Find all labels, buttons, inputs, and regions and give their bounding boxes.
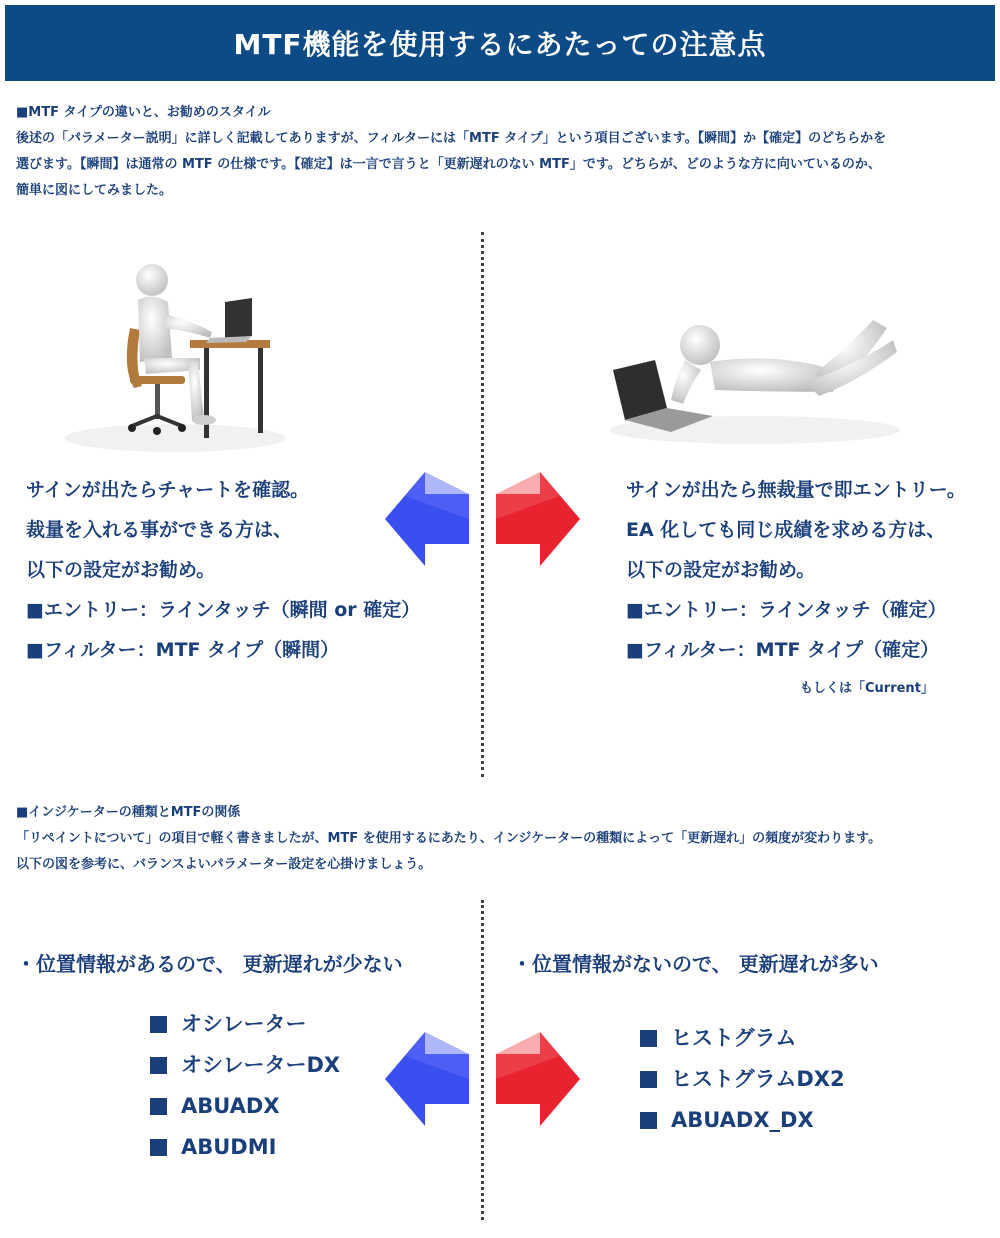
title-bar [5, 5, 995, 81]
list-item-label: ヒストグラムDX2 [671, 1067, 845, 1091]
right-panel-line: 以下の設定がお勧め。 [626, 559, 816, 581]
right-arrow-icon [496, 472, 580, 566]
section2-line: 「リペイントについて」の項目で軽く書きましたが、MTF を使用するにあたり、インジケーターの種類によって「更新遅れ」の頻度が変わります。 [16, 831, 882, 846]
bottom-left-list [150, 1004, 340, 1168]
section1-line: 選びます。【瞬間】は通常の MTF の仕様です。【確定】は一言で言うと「更新遅れのない MTF」です。どちらが、どのような方に向いているのか、 [16, 157, 881, 172]
right-panel-line: EA 化しても同じ成績を求める方は、 [626, 519, 946, 541]
section2-line: 以下の図を参考に、バランスよいパラメーター設定を心掛けましょう。 [16, 857, 432, 872]
square-bullet-icon [640, 1112, 657, 1129]
list-item [150, 1004, 340, 1045]
bottom-right-heading: ・位置情報がないので、 更新遅れが多い [512, 952, 879, 976]
list-item-label: ABUADX [181, 1094, 280, 1118]
right-panel-note: もしくは「Current」 [800, 681, 934, 696]
list-item [640, 1059, 845, 1100]
left-panel [26, 470, 420, 670]
section1-line: 簡単に図にしてみました。 [16, 183, 173, 198]
right-panel [626, 470, 966, 670]
square-bullet-icon [640, 1071, 657, 1088]
list-item-label: ヒストグラム [671, 1026, 797, 1050]
section1-intro [16, 100, 986, 204]
section2-heading: ■インジケーターの種類とMTFの関係 [16, 805, 241, 820]
list-item [150, 1127, 340, 1168]
list-item [640, 1100, 845, 1141]
square-bullet-icon [150, 1139, 167, 1156]
section1-line: 後述の「パラメーター説明」に詳しく記載してありますが、フィルターには「MTF タイプ」という項目ございます。【瞬間】か【確定】のどちらかを [16, 131, 887, 146]
right-panel-line: サインが出たら無裁量で即エントリー。 [626, 479, 966, 501]
left-panel-filter: ■フィルター：MTF タイプ（瞬間） [26, 639, 340, 661]
desk-worker-figure [60, 258, 290, 458]
right-panel-entry: ■エントリー：ラインタッチ（確定） [626, 599, 947, 621]
left-arrow-icon [385, 1032, 469, 1126]
section2-intro [16, 800, 986, 878]
bottom-left-heading: ・位置情報があるので、 更新遅れが少ない [16, 952, 403, 976]
right-panel-filter: ■フィルター：MTF タイプ（確定） [626, 639, 940, 661]
left-panel-line: 以下の設定がお勧め。 [26, 559, 216, 581]
vertical-divider-bottom [481, 900, 484, 1220]
lying-laptop-figure [605, 300, 900, 450]
left-panel-line: サインが出たらチャートを確認。 [26, 479, 310, 501]
list-item-label: ABUADX_DX [671, 1108, 814, 1132]
page-title: MTF機能を使用するにあたっての注意点 [233, 28, 767, 61]
list-item-label: オシレーターDX [181, 1053, 341, 1077]
list-item [640, 1018, 845, 1059]
square-bullet-icon [150, 1016, 167, 1033]
list-item-label: オシレーター [181, 1012, 307, 1036]
list-item [150, 1086, 340, 1127]
square-bullet-icon [150, 1098, 167, 1115]
square-bullet-icon [640, 1030, 657, 1047]
left-panel-line: 裁量を入れる事ができる方は、 [26, 519, 293, 541]
list-item [150, 1045, 340, 1086]
section1-heading: ■MTF タイプの違いと、お勧めのスタイル [16, 105, 271, 120]
right-arrow-icon [496, 1032, 580, 1126]
left-arrow-icon [385, 472, 469, 566]
list-item-label: ABUDMI [181, 1135, 277, 1159]
bottom-right-list [640, 1018, 845, 1141]
left-panel-entry: ■エントリー：ラインタッチ（瞬間 or 確定） [26, 599, 421, 621]
vertical-divider-top [481, 232, 484, 777]
square-bullet-icon [150, 1057, 167, 1074]
